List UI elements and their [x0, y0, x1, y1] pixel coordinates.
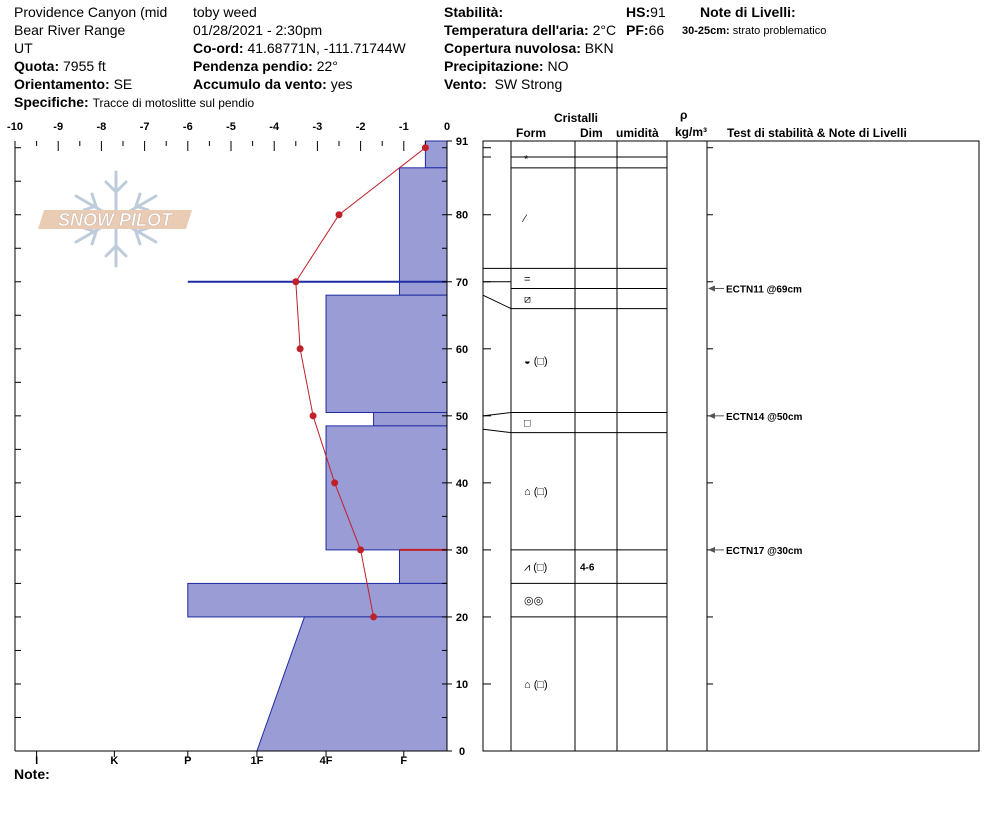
hardness-layer [399, 550, 447, 584]
wind-value: SW Strong [494, 76, 563, 92]
temp-tick-label: -6 [182, 121, 193, 133]
hardness-tick-label: 4F [319, 755, 333, 767]
depth-tick-label: 20 [455, 611, 469, 624]
crystals-header: Cristalli [554, 111, 599, 125]
depth-connector-line [483, 412, 511, 415]
pf-value: 66 [648, 22, 665, 38]
precip-label: Precipitazione: [444, 58, 544, 74]
hardness-tick-label: P [184, 755, 192, 767]
depth-tick-label: 30 [455, 544, 469, 557]
temperature-point [297, 345, 304, 352]
depth-tick-label: 60 [455, 343, 469, 356]
specifics-value: Tracce di motoslitte sul pendio [92, 96, 255, 110]
location-name: Providence Canyon (mid [14, 4, 168, 20]
hardness-layer [257, 617, 447, 751]
crystal-form-symbol: = [524, 273, 531, 286]
aspect-label: Orientamento: [14, 76, 110, 92]
arrow-head-icon [708, 285, 715, 291]
air-temp-value: 2°C [592, 22, 617, 38]
depth-connector-line [483, 295, 511, 308]
observer: toby weed [193, 4, 257, 20]
crystal-form-symbol: □ [524, 417, 531, 430]
temp-tick-label: 0 [443, 121, 451, 133]
depth-tick-label: 80 [455, 209, 469, 222]
layer-note-depth: 30-25cm: [682, 25, 730, 37]
arrow-head-icon [708, 547, 715, 553]
elevation-label: Quota: [14, 58, 60, 74]
temp-tick-label: -3 [312, 121, 323, 133]
temperature-point [310, 412, 317, 419]
temp-tick-label: -4 [269, 121, 280, 133]
cloud-label: Copertura nuvolosa: [444, 40, 581, 56]
arrow-head-icon [708, 413, 715, 419]
rho-header: ρ [680, 108, 688, 122]
temperature-point [336, 211, 343, 218]
temperature-point [370, 613, 377, 620]
notes-label: Note: [14, 766, 50, 782]
moisture-header: umidità [616, 126, 659, 140]
table-frame [483, 141, 979, 751]
hs-label: HS: [626, 4, 651, 20]
tests-header: Test di stabilità & Note di Livelli [727, 126, 907, 140]
slope-label: Pendenza pendio: [193, 58, 313, 74]
elevation-value: 7955 ft [63, 58, 106, 74]
snowpilot-logo [38, 172, 192, 266]
depth-tick-label: 50 [455, 410, 469, 423]
hardness-layer [326, 426, 447, 550]
temperature-point [422, 144, 429, 151]
depth-tick-label: 70 [455, 276, 469, 289]
cloud-value: BKN [584, 40, 614, 56]
crystal-form-symbol: ⩘ (□) [524, 561, 548, 574]
logo-text: SNOW PILOT [58, 210, 172, 230]
aspect-value: SE [113, 76, 133, 92]
crystal-form-symbol: ⌂ (□) [524, 678, 548, 691]
temp-tick-label: -10 [7, 121, 23, 133]
size-header: Dim [580, 126, 603, 140]
temp-tick-label: -7 [139, 121, 150, 133]
temperature-point [331, 479, 338, 486]
precip-value: NO [547, 58, 569, 74]
stability-test-label: ECTN14 @50cm [726, 411, 803, 423]
hardness-layer [326, 295, 447, 412]
temp-tick-label: -5 [226, 121, 236, 133]
stability-test-label: ECTN17 @30cm [726, 545, 803, 557]
crystal-form-symbol: * [524, 153, 529, 166]
depth-connector-line [483, 429, 511, 432]
depth-tick-label: 0 [458, 746, 466, 758]
crystal-form-symbol: ⌂ (□) [524, 486, 548, 499]
density-header: kg/m³ [675, 125, 708, 139]
crystal-form-symbol: ◒ (□) [524, 355, 548, 368]
state: UT [14, 40, 33, 56]
hardness-tick-label: 1F [250, 755, 264, 767]
hardness-layer [399, 168, 447, 295]
form-header: Form [516, 126, 546, 140]
layer-note-text: strato problematico [732, 25, 827, 37]
specifics-label: Specifiche: [14, 94, 89, 110]
stability-test-label: ECTN11 @69cm [726, 284, 802, 296]
depth-tick-label: 40 [455, 477, 469, 490]
wind-loading-value: yes [330, 76, 353, 92]
hardness-tick-label: F [400, 755, 408, 767]
hardness-layer [188, 583, 447, 617]
pf-label: PF: [626, 22, 649, 38]
datetime: 01/28/2021 - 2:30pm [193, 22, 323, 38]
air-temp-label: Temperatura dell'aria: [444, 22, 589, 38]
crystal-form-symbol: ◎◎ [524, 595, 544, 608]
hardness-layer [425, 141, 447, 168]
slope-value: 22° [316, 58, 338, 74]
crystal-table [483, 141, 979, 751]
temp-tick-label: -8 [96, 121, 107, 133]
stability-label: Stabilità: [444, 4, 504, 20]
layer-notes-label: Note di Livelli: [700, 4, 796, 20]
wind-label: Vento: [444, 76, 487, 92]
temperature-point [292, 278, 299, 285]
depth-tick-label: 10 [455, 678, 469, 691]
crystal-size: 4-6 [580, 562, 595, 574]
mountain-range: Bear River Range [14, 22, 126, 38]
crystal-form-symbol: ⧄ [524, 293, 531, 306]
hardness-layer [374, 412, 447, 425]
hardness-tick-label: I [35, 755, 39, 767]
crystal-form-symbol: ⁄ [524, 213, 526, 226]
coord-value: 41.68771N, -111.71744W [247, 40, 406, 56]
hs-value: 91 [650, 4, 666, 20]
depth-tick-label: 91 [455, 136, 469, 148]
temperature-point [357, 546, 364, 553]
temp-tick-label: -9 [53, 121, 64, 133]
wind-loading-label: Accumulo da vento: [193, 76, 327, 92]
temp-tick-label: -1 [398, 121, 409, 133]
hardness-tick-label: K [110, 755, 119, 767]
temp-tick-label: -2 [355, 121, 366, 133]
coord-label: Co-ord: [193, 40, 244, 56]
